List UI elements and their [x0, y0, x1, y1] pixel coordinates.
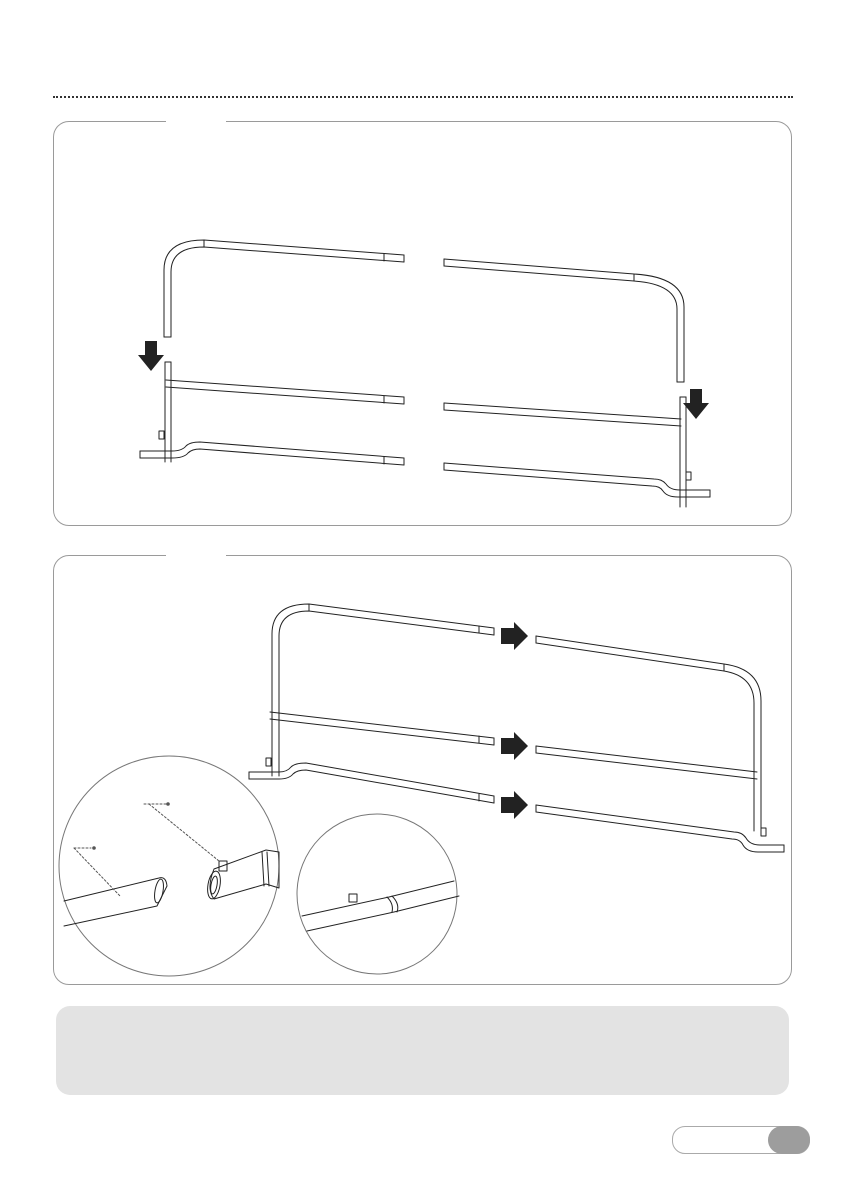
arrow-down-left-icon: [138, 341, 164, 371]
note-box: [56, 1006, 789, 1095]
left-middle-rail: [166, 380, 404, 404]
arrow-down-right-icon: [683, 389, 709, 419]
arrow-right-bottom-icon: [501, 791, 528, 819]
left-post: [159, 362, 171, 462]
left-frame-assembled: [249, 604, 494, 803]
step-1-illustration: [54, 122, 791, 525]
left-bottom-rail: [140, 442, 404, 465]
step-2-panel: [53, 555, 792, 985]
page-number-badge: [768, 1126, 810, 1154]
right-frame: [536, 636, 784, 852]
step-2-illustration: [54, 556, 791, 984]
right-bottom-rail: [444, 463, 710, 497]
arrow-right-top-icon: [501, 622, 528, 650]
page-indicator: [672, 1126, 810, 1154]
arrow-right-middle-icon: [501, 732, 528, 760]
right-top-rail: [444, 259, 684, 382]
dotted-divider: [53, 96, 793, 98]
detail-circle-2: [297, 814, 459, 974]
step-1-panel: [53, 121, 792, 526]
left-top-rail: [164, 240, 404, 337]
detail-circle-1: [59, 756, 279, 976]
right-middle-rail: [444, 403, 681, 426]
